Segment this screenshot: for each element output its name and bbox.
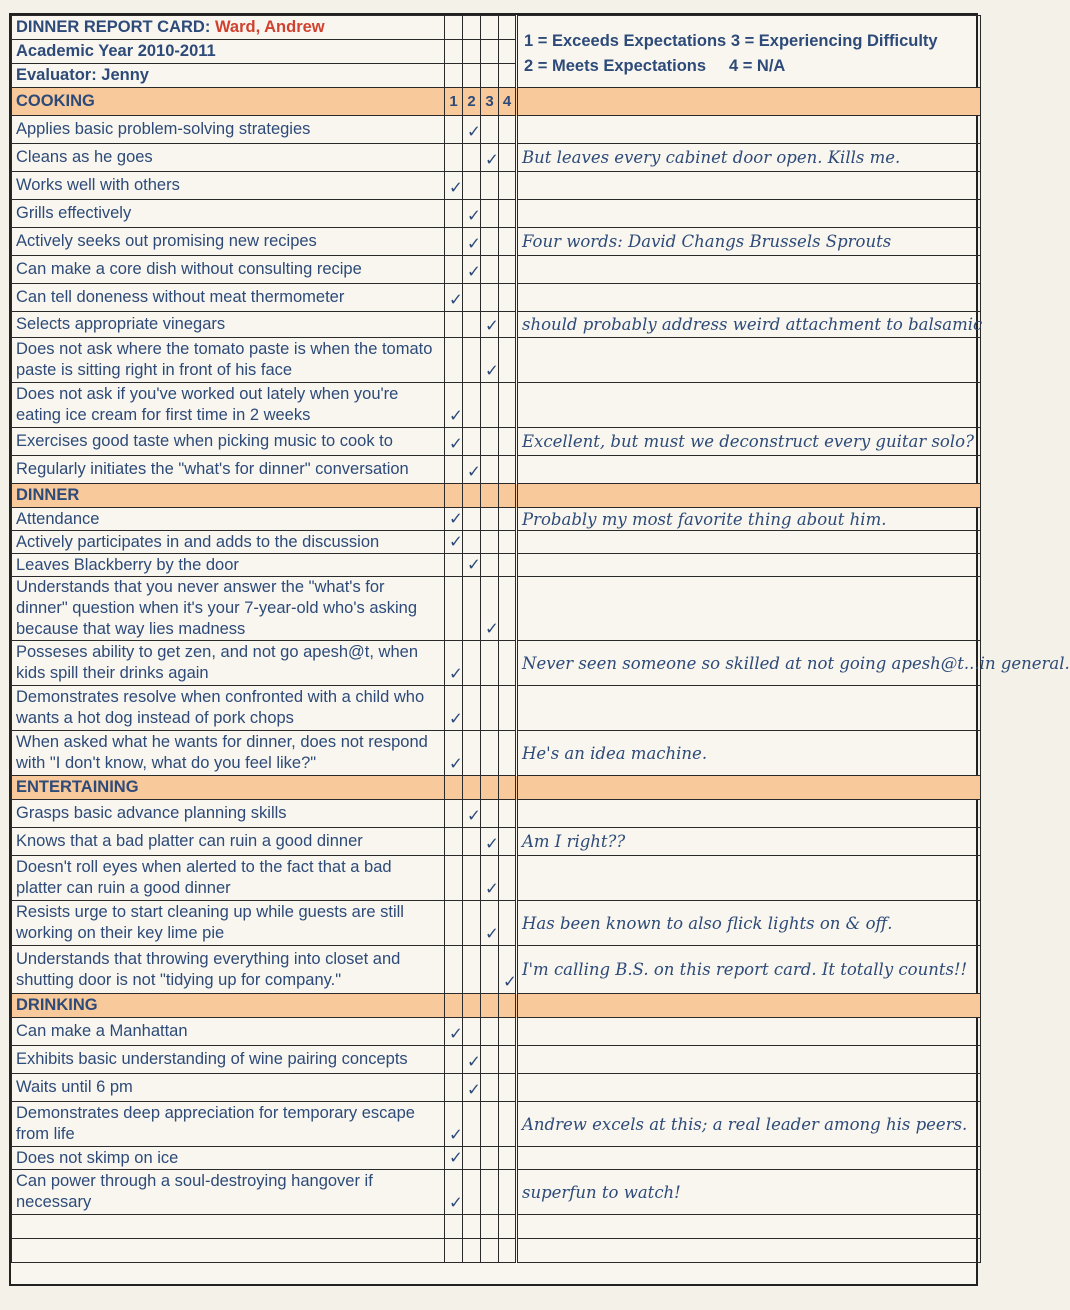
legend-line-1: 1 = Exceeds Expectations 3 = Experiencing Difficulty (524, 31, 938, 50)
checkmark-icon: ✓ (485, 925, 499, 943)
table-row (12, 901, 981, 946)
rating-cell-4 (499, 144, 517, 172)
evaluator: Evaluator: Jenny (12, 64, 445, 88)
rating-cell-3 (481, 1170, 499, 1215)
criterion-label: Demonstrates deep appreciation for temporary escape from life (12, 1102, 445, 1147)
rating-cell-3 (481, 508, 499, 531)
handwritten-comment: But leaves every cabinet door open. Kills me. (517, 144, 981, 172)
handwritten-comment (517, 256, 981, 284)
checkmark-icon: ✓ (449, 1149, 463, 1167)
rating-cell-4 (499, 456, 517, 484)
table-row (12, 731, 981, 776)
rating-cell-4 (499, 686, 517, 731)
rating-cell-4 (499, 901, 517, 946)
rating-cell-2 (463, 731, 481, 776)
checkmark-icon: ✓ (449, 510, 463, 528)
rating-cell-4 (499, 1046, 517, 1074)
handwritten-comment: He's an idea machine. (517, 731, 981, 776)
handwritten-comment: Andrew excels at this; a real leader among his peers. (517, 1102, 981, 1147)
rating-cell-3 (481, 828, 499, 856)
checkmark-icon: ✓ (503, 973, 517, 991)
rating-cell-4 (499, 284, 517, 312)
column-number: 4 (499, 88, 517, 116)
rating-cell-1 (445, 172, 463, 200)
rating-cell-3 (481, 1102, 499, 1147)
checkmark-icon: ✓ (449, 291, 463, 309)
criterion-label: Can make a Manhattan (12, 1018, 445, 1046)
rating-cell-4 (499, 312, 517, 338)
criterion-label: Can make a core dish without consulting recipe (12, 256, 445, 284)
table-row (12, 200, 981, 228)
rating-cell-4 (499, 228, 517, 256)
column-number: 1 (445, 88, 463, 116)
rating-cell-3 (481, 686, 499, 731)
checkmark-icon: ✓ (449, 1126, 463, 1144)
rating-cell-2 (463, 1046, 481, 1074)
rating-cell-2 (463, 577, 481, 641)
handwritten-comment (517, 456, 981, 484)
section-dinner (12, 484, 981, 508)
rating-cell-2 (463, 856, 481, 901)
table-row (12, 686, 981, 731)
section-drinking (12, 994, 981, 1018)
rating-cell-1 (445, 116, 463, 144)
rating-cell-1 (445, 428, 463, 456)
checkmark-icon: ✓ (449, 407, 463, 425)
criterion-label: Actively seeks out promising new recipes (12, 228, 445, 256)
criterion-label: Understands that throwing everything into closet and shutting door is not "tidying up for company." (12, 946, 445, 994)
rating-cell-1 (445, 1170, 463, 1215)
rating-cell-1 (445, 1147, 463, 1170)
table-row (12, 144, 981, 172)
rating-cell-4 (499, 428, 517, 456)
handwritten-comment: Probably my most favorite thing about him. (517, 508, 981, 531)
handwritten-comment: Four words: David Changs Brussels Sprouts (517, 228, 981, 256)
table-row (12, 284, 981, 312)
table-row (12, 1170, 981, 1215)
criterion-label: Grills effectively (12, 200, 445, 228)
rating-cell-4 (499, 856, 517, 901)
checkmark-icon: ✓ (485, 362, 499, 380)
checkmark-icon: ✓ (467, 263, 481, 281)
rating-cell-2 (463, 1074, 481, 1102)
criterion-label: Exercises good taste when picking music to cook to (12, 428, 445, 456)
rating-cell-3 (481, 256, 499, 284)
checkmark-icon: ✓ (485, 317, 499, 335)
handwritten-comment (517, 200, 981, 228)
rating-cell-1 (445, 800, 463, 828)
table-row (12, 338, 981, 383)
criterion-label: Exhibits basic understanding of wine pairing concepts (12, 1046, 445, 1074)
criterion-label: Grasps basic advance planning skills (12, 800, 445, 828)
rating-cell-2 (463, 312, 481, 338)
rating-cell-4 (499, 641, 517, 686)
table-row (12, 1147, 981, 1170)
rating-cell-3 (481, 1046, 499, 1074)
report-card-table (11, 15, 1070, 1263)
rating-cell-1 (445, 731, 463, 776)
rating-cell-3 (481, 901, 499, 946)
handwritten-comment (517, 172, 981, 200)
criterion-label: When asked what he wants for dinner, does not respond with "I don't know, what do you feel like?" (12, 731, 445, 776)
empty-row (12, 1215, 981, 1239)
rating-cell-3 (481, 1074, 499, 1102)
rating-cell-1 (445, 144, 463, 172)
handwritten-comment: Never seen someone so skilled at not going apesh@t...in general. (517, 641, 981, 686)
rating-cell-2 (463, 284, 481, 312)
handwritten-comment (517, 577, 981, 641)
table-row (12, 554, 981, 577)
report-card (9, 13, 1070, 1286)
rating-cell-1 (445, 312, 463, 338)
rating-cell-2 (463, 686, 481, 731)
handwritten-comment (517, 686, 981, 731)
section-cooking (12, 88, 981, 116)
rating-cell-1 (445, 508, 463, 531)
handwritten-comment (517, 800, 981, 828)
checkmark-icon: ✓ (467, 235, 481, 253)
section-title: ENTERTAINING (12, 776, 445, 800)
rating-cell-3 (481, 144, 499, 172)
handwritten-comment (517, 856, 981, 901)
rating-cell-1 (445, 856, 463, 901)
rating-cell-4 (499, 200, 517, 228)
rating-cell-3 (481, 731, 499, 776)
handwritten-comment: Am I right?? (517, 828, 981, 856)
rating-cell-3 (481, 383, 499, 428)
rating-cell-3 (481, 228, 499, 256)
rating-cell-2 (463, 200, 481, 228)
rating-cell-1 (445, 1018, 463, 1046)
checkmark-icon: ✓ (449, 1025, 463, 1043)
criterion-label: Actively participates in and adds to the discussion (12, 531, 445, 554)
rating-cell-3 (481, 946, 499, 994)
rating-cell-2 (463, 901, 481, 946)
criterion-label: Does not skimp on ice (12, 1147, 445, 1170)
checkmark-icon: ✓ (467, 123, 481, 141)
rating-cell-4 (499, 731, 517, 776)
handwritten-comment: Has been known to also flick lights on & off. (517, 901, 981, 946)
table-row (12, 116, 981, 144)
rating-cell-4 (499, 1018, 517, 1046)
checkmark-icon: ✓ (449, 179, 463, 197)
rating-cell-3 (481, 577, 499, 641)
legend-line-2: 2 = Meets Expectations 4 = N/A (524, 56, 786, 75)
criterion-label: Does not ask where the tomato paste is when the tomato paste is sitting right in front of his face (12, 338, 445, 383)
rating-cell-4 (499, 1102, 517, 1147)
table-row (12, 312, 981, 338)
handwritten-comment: Excellent, but must we deconstruct every guitar solo? (517, 428, 981, 456)
rating-cell-2 (463, 1170, 481, 1215)
checkmark-icon: ✓ (467, 807, 481, 825)
criterion-label: Posseses ability to get zen, and not go apesh@t, when kids spill their drinks again (12, 641, 445, 686)
handwritten-comment (517, 554, 981, 577)
rating-cell-2 (463, 1102, 481, 1147)
handwritten-comment (517, 1018, 981, 1046)
rating-cell-2 (463, 428, 481, 456)
checkmark-icon: ✓ (449, 533, 463, 551)
criterion-label: Resists urge to start cleaning up while guests are still working on their key lime pie (12, 901, 445, 946)
rating-cell-4 (499, 800, 517, 828)
rating-cell-1 (445, 946, 463, 994)
rating-cell-1 (445, 686, 463, 731)
rating-cell-2 (463, 508, 481, 531)
rating-cell-2 (463, 828, 481, 856)
table-row (12, 800, 981, 828)
column-number: 2 (463, 88, 481, 116)
rating-cell-2 (463, 256, 481, 284)
rating-cell-4 (499, 508, 517, 531)
checkmark-icon: ✓ (485, 620, 499, 638)
handwritten-comment (517, 284, 981, 312)
rating-cell-3 (481, 1147, 499, 1170)
rating-cell-4 (499, 1147, 517, 1170)
criterion-label: Understands that you never answer the "what's for dinner" question when it's your 7-year-old who's asking because that way lies madness (12, 577, 445, 641)
rating-cell-1 (445, 828, 463, 856)
rating-cell-4 (499, 256, 517, 284)
rating-cell-1 (445, 531, 463, 554)
criterion-label: Can power through a soul-destroying hangover if necessary (12, 1170, 445, 1215)
checkmark-icon: ✓ (449, 710, 463, 728)
rating-cell-4 (499, 383, 517, 428)
rating-cell-1 (445, 256, 463, 284)
rating-cell-4 (499, 1074, 517, 1102)
checkmark-icon: ✓ (449, 665, 463, 683)
table-row (12, 828, 981, 856)
rating-cell-2 (463, 116, 481, 144)
checkmark-icon: ✓ (467, 463, 481, 481)
checkmark-icon: ✓ (467, 1053, 481, 1071)
criterion-label: Doesn't roll eyes when alerted to the fact that a bad platter can ruin a good dinner (12, 856, 445, 901)
checkmark-icon: ✓ (467, 1081, 481, 1099)
table-row (12, 508, 981, 531)
rating-cell-2 (463, 641, 481, 686)
handwritten-comment (517, 1074, 981, 1102)
rating-cell-4 (499, 577, 517, 641)
rating-cell-2 (463, 144, 481, 172)
rating-cell-4 (499, 116, 517, 144)
rating-cell-4 (499, 554, 517, 577)
table-row (12, 531, 981, 554)
handwritten-comment (517, 1046, 981, 1074)
column-number: 3 (481, 88, 499, 116)
rating-cell-3 (481, 200, 499, 228)
criterion-label: Selects appropriate vinegars (12, 312, 445, 338)
rating-cell-2 (463, 228, 481, 256)
rating-cell-3 (481, 856, 499, 901)
rating-cell-3 (481, 554, 499, 577)
criterion-label: Knows that a bad platter can ruin a good dinner (12, 828, 445, 856)
rating-cell-3 (481, 116, 499, 144)
table-row (12, 641, 981, 686)
table-row (12, 456, 981, 484)
handwritten-comment (517, 1147, 981, 1170)
criterion-label: Leaves Blackberry by the door (12, 554, 445, 577)
section-title: DINNER (12, 484, 445, 508)
table-row (12, 1074, 981, 1102)
handwritten-comment: I'm calling B.S. on this report card. It totally counts!! (517, 946, 981, 994)
handwritten-comment (517, 116, 981, 144)
rating-cell-1 (445, 284, 463, 312)
checkmark-icon: ✓ (485, 151, 499, 169)
rating-cell-3 (481, 338, 499, 383)
rating-cell-1 (445, 228, 463, 256)
criterion-label: Does not ask if you've worked out lately when you're eating ice cream for first time in 2 weeks (12, 383, 445, 428)
rating-cell-2 (463, 383, 481, 428)
rating-cell-1 (445, 200, 463, 228)
handwritten-comment (517, 383, 981, 428)
table-row (12, 1046, 981, 1074)
table-row (12, 228, 981, 256)
table-row (12, 383, 981, 428)
empty-row (12, 1239, 981, 1263)
rating-cell-3 (481, 312, 499, 338)
criterion-label: Demonstrates resolve when confronted with a child who wants a hot dog instead of pork chops (12, 686, 445, 731)
criterion-label: Works well with others (12, 172, 445, 200)
rating-cell-1 (445, 641, 463, 686)
rating-cell-1 (445, 1102, 463, 1147)
rating-cell-2 (463, 946, 481, 994)
table-row (12, 856, 981, 901)
rating-cell-1 (445, 1074, 463, 1102)
criterion-label: Attendance (12, 508, 445, 531)
table-row (12, 946, 981, 994)
handwritten-comment (517, 531, 981, 554)
report-title (12, 16, 445, 40)
table-row (12, 1102, 981, 1147)
rating-cell-3 (481, 172, 499, 200)
rating-cell-2 (463, 800, 481, 828)
checkmark-icon: ✓ (485, 880, 499, 898)
rating-cell-1 (445, 577, 463, 641)
rating-cell-1 (445, 383, 463, 428)
criterion-label: Cleans as he goes (12, 144, 445, 172)
checkmark-icon: ✓ (449, 755, 463, 773)
criterion-label: Applies basic problem-solving strategies (12, 116, 445, 144)
table-row (12, 172, 981, 200)
rating-cell-2 (463, 456, 481, 484)
rating-cell-4 (499, 946, 517, 994)
rating-cell-2 (463, 172, 481, 200)
table-row (12, 1018, 981, 1046)
rating-cell-4 (499, 1170, 517, 1215)
criterion-label: Can tell doneness without meat thermometer (12, 284, 445, 312)
checkmark-icon: ✓ (449, 1194, 463, 1212)
section-entertaining (12, 776, 981, 800)
rating-cell-4 (499, 828, 517, 856)
rating-cell-3 (481, 531, 499, 554)
checkmark-icon: ✓ (449, 435, 463, 453)
rating-cell-3 (481, 428, 499, 456)
rating-cell-3 (481, 456, 499, 484)
title-text: DINNER REPORT CARD: (16, 18, 211, 36)
rating-cell-4 (499, 172, 517, 200)
handwritten-comment (517, 338, 981, 383)
rating-cell-3 (481, 800, 499, 828)
checkmark-icon: ✓ (467, 207, 481, 225)
student-name: Ward, Andrew (214, 18, 325, 36)
section-title: DRINKING (12, 994, 445, 1018)
rating-cell-3 (481, 1018, 499, 1046)
rating-cell-2 (463, 554, 481, 577)
rating-cell-3 (481, 641, 499, 686)
rating-cell-2 (463, 1147, 481, 1170)
checkmark-icon: ✓ (485, 835, 499, 853)
rating-cell-1 (445, 338, 463, 383)
table-row (12, 256, 981, 284)
rating-cell-2 (463, 531, 481, 554)
rating-cell-2 (463, 1018, 481, 1046)
rating-cell-1 (445, 456, 463, 484)
rating-cell-4 (499, 531, 517, 554)
table-row (12, 428, 981, 456)
rating-cell-1 (445, 554, 463, 577)
rating-cell-2 (463, 338, 481, 383)
rating-cell-3 (481, 284, 499, 312)
checkmark-icon: ✓ (467, 556, 481, 574)
criterion-label: Regularly initiates the "what's for dinner" conversation (12, 456, 445, 484)
rating-cell-4 (499, 338, 517, 383)
handwritten-comment: should probably address weird attachment to balsamic (517, 312, 981, 338)
criterion-label: Waits until 6 pm (12, 1074, 445, 1102)
handwritten-comment: superfun to watch! (517, 1170, 981, 1215)
rating-cell-1 (445, 1046, 463, 1074)
section-title: COOKING (12, 88, 445, 116)
rating-cell-1 (445, 901, 463, 946)
table-row (12, 577, 981, 641)
academic-year: Academic Year 2010-2011 (12, 40, 445, 64)
grading-legend (517, 16, 981, 88)
